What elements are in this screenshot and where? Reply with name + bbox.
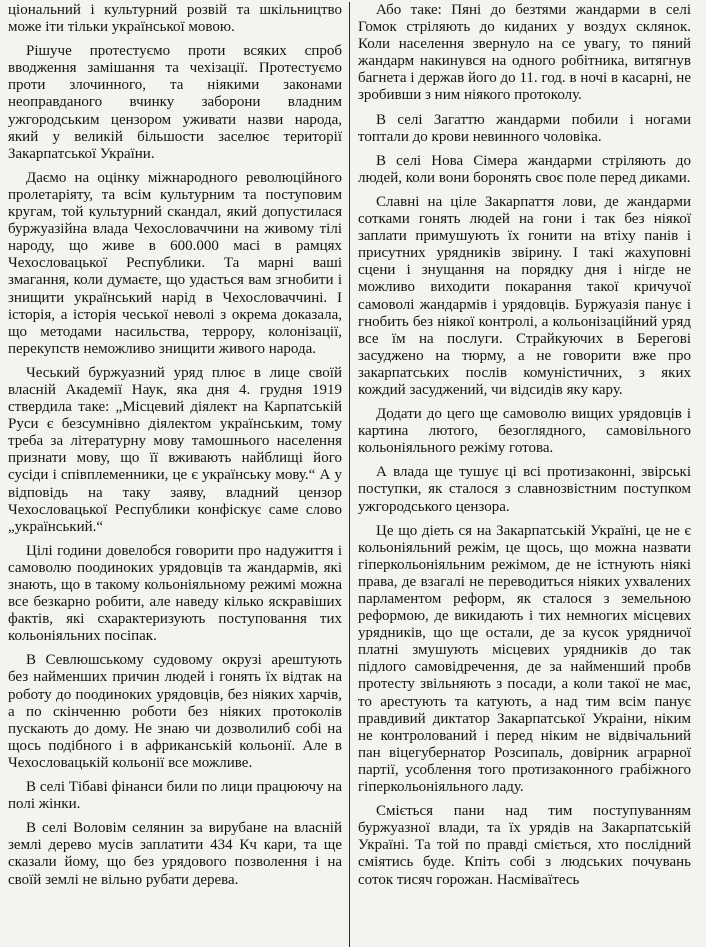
right-column bbox=[350, 2, 691, 945]
paragraph: Це що діеть ся на Закарпатській Україні, це не є кольоніяльний режім, це щось, що можна назвати гіперкольоніяльним режімом, де не істнують ніякі права, де взагалі не переводиться ніяких ухвалених парламентом реформ, як сталося з земельною реформою, де викидають і тих немногих місцевих урядників, що ще остали, де за кусок урядничої платні змушують місцевих урядників до так підлого самовідречення, де за найменший пробв протесту звільняють з посади, а коли такої не має, то арестують та катують, а над тим всім панує правдивий диктатор Закарпатської Украіни, ніким не контролований і перед ніким не відвічальний пан віцегубернатор Розсипаль, довірник аграрної партії, усоблення того протизаконного грабіжного гіперкольоніяльного ладу. bbox=[358, 522, 691, 796]
paragraph: А влада ще тушує ці всі протизаконні, звірські поступки, як сталося з славнозвістним поступком ужгородського цензора. bbox=[358, 464, 691, 515]
paragraph: Рішуче протестуємо проти всяких спроб вводження замішання та чехізації. Протестуємо проти злочинного, та ніякими законами неоправданого вчинку заборони владним ужгородським цензором уживати назви народа, який у великій більшости заселює території Закарпатської України. bbox=[8, 43, 342, 162]
paragraph: Даємо на оцінку міжнародного революційного пролетаріяту, та всім культурним та поступовим кругам, той культурний скандал, який допустилася буржуазійна влада Чехословаччини на живому тілі народу, що живе в 600.000 масі в рамцях Чехословацької Республики. Та марні ваші змагання, коли думаєте, що удасться вам згнобити і знищити український нарід в Чехословаччині. І історія, а історія чеської неволі з окрема доказала, що методами насильства, террору, колонізації, перекупств неможливо знищити живого народа. bbox=[8, 169, 342, 357]
paragraph: Сміється пани над тим поступуванням буржуазної влади, та їх урядів на Закарпатській Україні. Та той по правді сміється, хто послідний сміятись буде. Кпіть собі з людських почувань соток тисяч горожан. Насміваїтесь bbox=[358, 803, 691, 888]
paragraph: В селі Нова Сімера жандарми стріляють до людей, коли вони боронять своє поле перед диками. bbox=[358, 152, 691, 186]
paragraph: Чеський буржуазний уряд плює в лице своїй власній Академії Наук, яка дня 4. грудня 1919 ствердила таке: „Місцевий діялект на Карпатській Руси є безсумнівно діялектом українським, тому треба за літературну мову тамошнього населення признати мову, що її вживають найблищі його сусіди і співплеменники, це є українську мову.“ А у відповідь на таку заяву, владний цензор Чехословацької Республики конфіскує саме слово „український.“ bbox=[8, 364, 342, 535]
paragraph: Додати до цего ще самоволю вищих урядовців і картина лютого, безоглядного, самовільного кольоніяльного режіму готова. bbox=[358, 406, 691, 457]
paragraph: Або таке: Пяні до безтями жандарми в селі Гомок стріляють до киданих у воздух склянок. Коли населення звернуло на се увагу, то пяний жандарм накинувся на одного робітника, витягнув багнета і держав його до 11. год. в ночі в касарні, не зробивши з ним ніякого протоколу. bbox=[358, 2, 691, 104]
paragraph: Славні на ціле Закарпаття лови, де жандарми сотками гонять людей на гони і так без ніякої заплати примушують їх гонити на втіху панів і присутних урядників звірину. І такі жахуповні сцени і знущання на порядку дня і нігде не можливо виходити покарання такої кричучої самоволі жандармів і урядовців. Буржуазія панує і гнобить без ніякої контролі, а кольонізаційний уряд все їм на послуги. Страйкуючих в Берегові засуджено на тюрму, а не говорити вже про закарпатських послів комуністичних, з яких кождий засуджений, чи відсидів яку кару. bbox=[358, 193, 691, 398]
paragraph: В Севлюшському судовому окрузі арештують без найменших причин людей і гонять їх відтак на роботу до поодиноких урядовців, без ніяких харчів, а по скінченню роботи без ніяких протоколів пускають до дому. Не знаю чи дозволилиб собі на щось подібного і в африканській кольонії. Але в Чехословацькій кольонії все можливе. bbox=[8, 652, 342, 771]
paragraph: Цілі години довелобся говорити про надужиття і самоволю поодиноких урядовців та жандармів, які знають, що в такому кольоніяльному режимі можна все безкарно робити, але наведу кілько яскравіших фактів, які схарактеризують поступовання тих кольоніяльних посіпак. bbox=[8, 542, 342, 645]
paragraph: ціональний і культурний розвій та шкільництво може іти тільки української мовою. bbox=[8, 2, 342, 36]
left-column bbox=[8, 2, 349, 945]
paragraph: В селі Воловім селянин за вирубане на власній землі дерево мусів заплатити 434 Кч кари, та ще сказали йому, що без урядового позволення і на своїй землі не вільно рубати дерева. bbox=[8, 820, 342, 888]
paragraph: В селі Загаттю жандарми побили і ногами топтали до крови невинного чоловіка. bbox=[358, 111, 691, 145]
paragraph: В селі Тібаві фінанси били по лици працюючу на полі жінки. bbox=[8, 779, 342, 813]
